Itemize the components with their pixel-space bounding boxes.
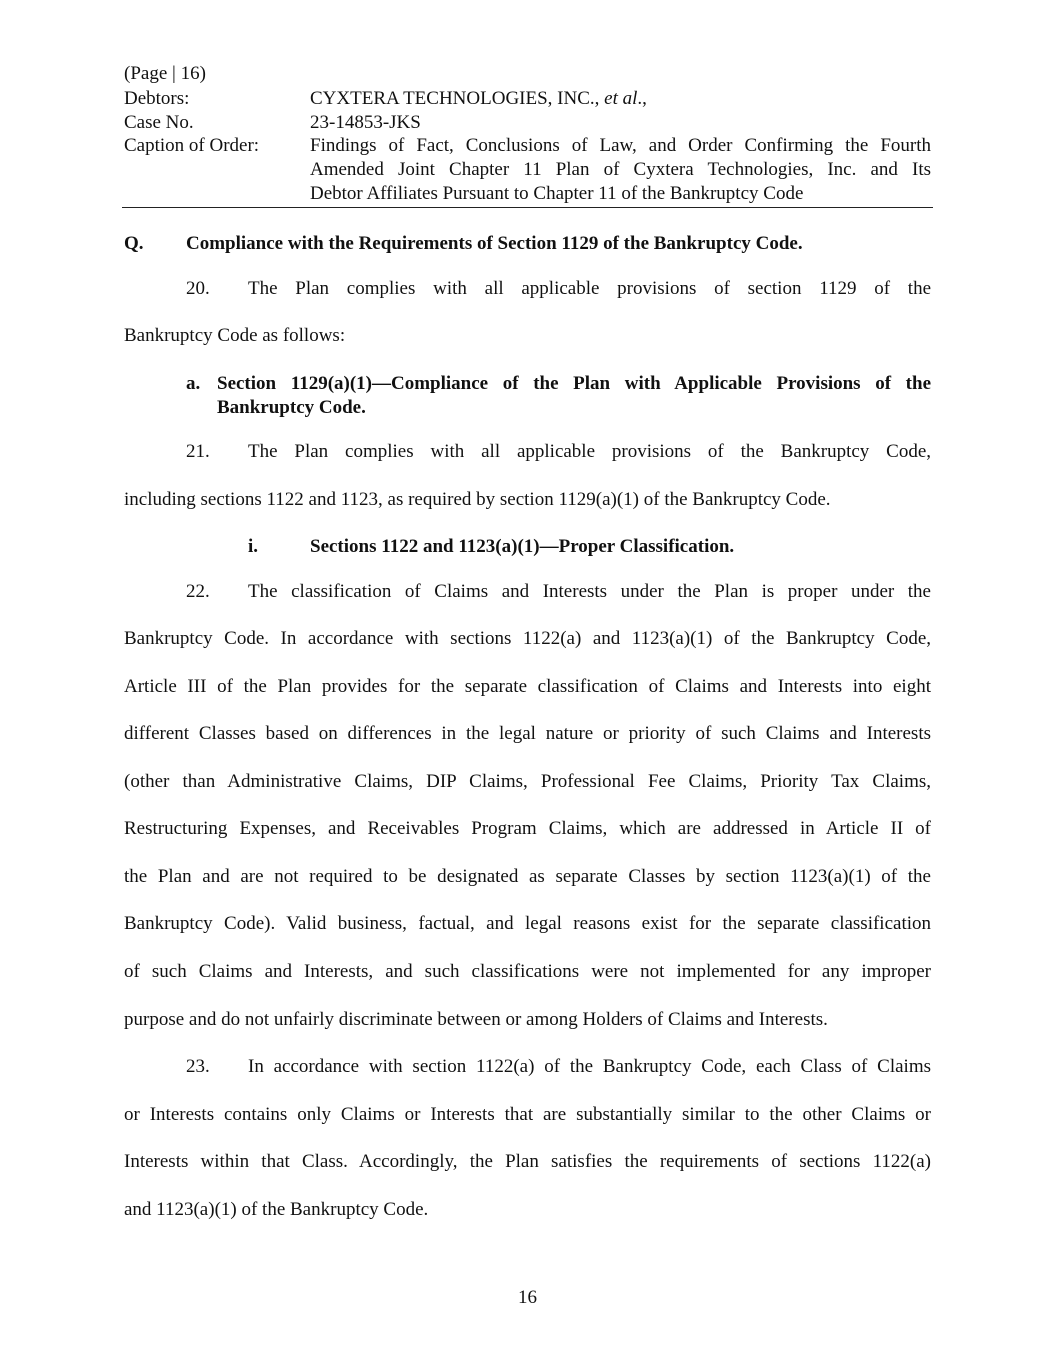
paragraph-21-line: including sections 1122 and 1123, as required by section 1129(a)(1) of the Bankruptcy Code. [124,489,831,510]
paragraph-text: The Plan complies with all applicable provisions of the Bankruptcy Code, [248,441,931,462]
paragraph-22-line: purpose and do not unfairly discriminate between or among Holders of Claims and Interests. [124,1009,828,1030]
paragraph-text: In accordance with section 1122(a) of the Bankruptcy Code, each Class of Claims [248,1056,931,1077]
page-reference: (Page | 16) [124,63,206,84]
case-number-label: Case No. [124,112,194,133]
caption-label: Caption of Order: [124,135,260,156]
caption-line: Findings of Fact, Conclusions of Law, and Order Confirming the Fourth [310,135,931,156]
paragraph-22-line: Restructuring Expenses, and Receivables Program Claims, which are addressed in Article II of [124,818,931,839]
subsection-i-title: Sections 1122 and 1123(a)(1)—Proper Classification. [310,536,735,557]
paragraph-text: The classification of Claims and Interests under the Plan is proper under the [248,581,931,602]
page-number: 16 [518,1287,537,1308]
debtors-et-al: et al [604,88,638,109]
paragraph-number: 23. [186,1056,210,1077]
paragraph-22-first-line [186,580,931,604]
paragraph-22-line: (other than Administrative Claims, DIP Claims, Professional Fee Claims, Priority Tax Claims, [124,771,931,792]
section-q-title: Compliance with the Requirements of Section 1129 of the Bankruptcy Code. [186,233,803,254]
paragraph-22-line: Article III of the Plan provides for the separate classification of Claims and Interests into eight [124,676,931,697]
subsection-a-letter: a. [186,373,201,394]
paragraph-20-first-line [186,277,931,301]
paragraph-23-line: and 1123(a)(1) of the Bankruptcy Code. [124,1199,429,1220]
header-divider [122,207,933,208]
subsection-a-line: Section 1129(a)(1)—Compliance of the Plan with Applicable Provisions of the [217,373,931,394]
paragraph-number: 20. [186,278,210,299]
caption-line: Amended Joint Chapter 11 Plan of Cyxtera Technologies, Inc. and Its [310,159,931,180]
caption-value [310,134,931,206]
paragraph-20-line: Bankruptcy Code as follows: [124,325,346,346]
subsection-i-number: i. [248,536,259,557]
debtors-label: Debtors: [124,88,190,109]
paragraph-22-line: Bankruptcy Code). Valid business, factual, and legal reasons exist for the separate classification [124,913,931,934]
paragraph-22-line: the Plan and are not required to be designated as separate Classes by section 1123(a)(1) of the [124,866,931,887]
case-number-value: 23-14853-JKS [310,112,421,133]
subsection-a-title [217,372,931,420]
debtors-value [310,87,647,111]
paragraph-22-line: of such Claims and Interests, and such classifications were not implemented for any improper [124,961,931,982]
paragraph-number: 22. [186,581,210,602]
paragraph-22-line: Bankruptcy Code. In accordance with sections 1122(a) and 1123(a)(1) of the Bankruptcy Code, [124,628,931,649]
paragraph-23-line: or Interests contains only Claims or Interests that are substantially similar to the other Claims or [124,1104,931,1125]
paragraph-number: 21. [186,441,210,462]
section-q-letter: Q. [124,233,144,254]
debtors-suffix: ., [637,88,647,109]
paragraph-23-line: Interests within that Class. Accordingly, the Plan satisfies the requirements of sections 1122(a) [124,1151,931,1172]
paragraph-23-first-line [186,1055,931,1079]
subsection-a-line: Bankruptcy Code. [217,397,366,418]
debtors-name: CYXTERA TECHNOLOGIES, INC., [310,88,600,109]
paragraph-21-first-line [186,440,931,464]
paragraph-text: The Plan complies with all applicable provisions of section 1129 of the [248,278,931,299]
caption-line: Debtor Affiliates Pursuant to Chapter 11 of the Bankruptcy Code [310,183,804,204]
paragraph-22-line: different Classes based on differences in the legal nature or priority of such Claims and Interests [124,723,931,744]
